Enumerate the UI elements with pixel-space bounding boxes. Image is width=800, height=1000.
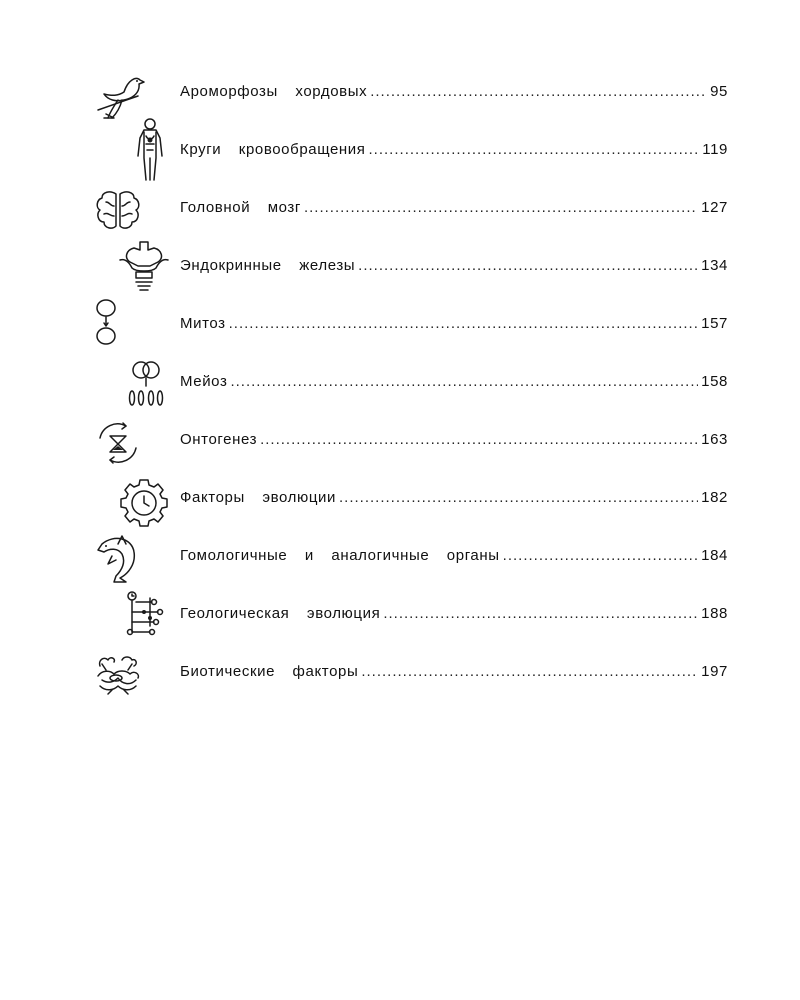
bird-icon bbox=[94, 70, 146, 120]
toc-line bbox=[180, 83, 728, 105]
page-number: 157 bbox=[701, 315, 728, 332]
leader-dots bbox=[339, 489, 698, 506]
meiosis-icon bbox=[120, 360, 172, 410]
toc-title: Эндокринные железы bbox=[180, 257, 356, 274]
dolphin-icon bbox=[92, 534, 144, 584]
leader-dots bbox=[369, 141, 700, 158]
leader-dots bbox=[230, 373, 698, 390]
toc-line bbox=[180, 199, 728, 221]
leader-dots bbox=[229, 315, 699, 332]
toc-line bbox=[180, 663, 728, 685]
toc-entry bbox=[88, 302, 728, 352]
toc-line bbox=[180, 489, 728, 511]
page-number: 182 bbox=[701, 489, 728, 506]
toc-entry bbox=[88, 534, 728, 584]
toc-line bbox=[180, 547, 728, 569]
page-number: 127 bbox=[701, 199, 728, 216]
toc-title: Онтогенез bbox=[180, 431, 258, 448]
mitosis-icon bbox=[92, 302, 144, 352]
hourglass-cycle-icon bbox=[92, 418, 144, 468]
toc-entry bbox=[88, 418, 728, 468]
toc-line bbox=[180, 257, 728, 279]
toc-title: Биотические факторы bbox=[180, 663, 359, 680]
toc-title: Геологическая эволюция bbox=[180, 605, 381, 622]
toc-title: Круги кровообращения bbox=[180, 141, 366, 158]
toc-title: Факторы эволюции bbox=[180, 489, 336, 506]
gear-clock-icon bbox=[118, 476, 170, 526]
page-number: 197 bbox=[701, 663, 728, 680]
toc-title: Ароморфозы хордовых bbox=[180, 83, 368, 100]
toc-title: Митоз bbox=[180, 315, 226, 332]
toc-title: Мейоз bbox=[180, 373, 228, 390]
toc-line bbox=[180, 315, 728, 337]
endocrine-glands-icon bbox=[118, 244, 170, 294]
leader-dots bbox=[503, 547, 699, 564]
leader-dots bbox=[383, 605, 698, 622]
toc-line bbox=[180, 605, 728, 627]
page-number: 95 bbox=[710, 83, 728, 100]
toc-entry bbox=[88, 128, 728, 178]
page-number: 119 bbox=[702, 141, 728, 158]
leader-dots bbox=[370, 83, 707, 100]
toc-entry bbox=[88, 70, 728, 120]
page-number: 188 bbox=[701, 605, 728, 622]
toc-entry bbox=[88, 476, 728, 526]
leader-dots bbox=[358, 257, 698, 274]
page-number: 134 bbox=[701, 257, 728, 274]
leader-dots bbox=[260, 431, 698, 448]
page-number: 163 bbox=[701, 431, 728, 448]
toc-line bbox=[180, 373, 728, 395]
toc-entry bbox=[88, 186, 728, 236]
toc-entry bbox=[88, 244, 728, 294]
human-body-icon bbox=[124, 128, 176, 178]
ecosystem-icon bbox=[92, 650, 144, 700]
page-number: 158 bbox=[701, 373, 728, 390]
toc-entry bbox=[88, 360, 728, 410]
leader-dots bbox=[361, 663, 698, 680]
toc-line bbox=[180, 431, 728, 453]
timeline-tree-icon bbox=[120, 592, 172, 642]
toc-title: Гомологичные и аналогичные органы bbox=[180, 547, 500, 564]
leader-dots bbox=[304, 199, 698, 216]
toc-title: Головной мозг bbox=[180, 199, 301, 216]
page-number: 184 bbox=[701, 547, 728, 564]
brain-icon bbox=[92, 186, 144, 236]
toc-entry bbox=[88, 592, 728, 642]
toc-line bbox=[180, 141, 728, 163]
toc-entry bbox=[88, 650, 728, 700]
